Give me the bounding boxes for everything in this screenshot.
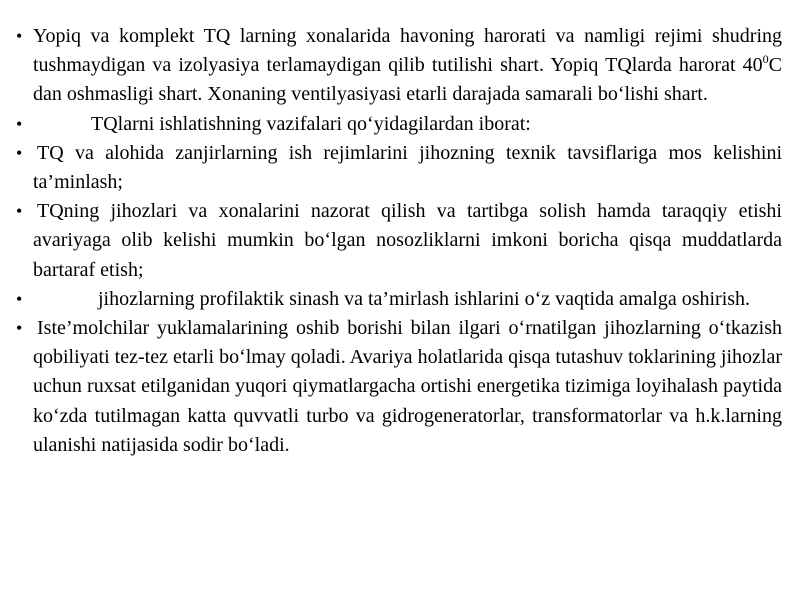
bullet-text-3: TQ va alohida zanjirlarning ish rejimlarini jihozning texnik tavsiflariga mos kelishini ta’minlash;: [33, 141, 782, 194]
bullet-icon: •: [16, 318, 23, 339]
bullet-text-5: jihozlarning profilaktik sinash va ta’mirlash ishlarini o‘z vaqtida amalga oshirish.: [98, 287, 751, 310]
bullet-item-5: [16, 285, 782, 314]
bullet-text-1a: Yopiq va komplekt TQ larning xonalarida havoning harorati va namligi rejimi shudring tushmaydigan va izolyasiya terlamaydigan qilib tutilishi shart. Yopiq TQlarda harorat 40: [33, 25, 782, 77]
bullet-text-2: TQlarni ishlatishning vazifalari qo‘yidagilardan iborat:: [91, 112, 531, 135]
degree-superscript: 0: [762, 51, 769, 66]
bullet-item-6: [16, 314, 782, 460]
bullet-text-6: Iste’molchilar yuklamalarining oshib borishi bilan ilgari o‘rnatilgan jihozlarning o‘tkazish qobiliyati tez-tez etarli bo‘lmay qoladi. Avariya holatlarida qisqa tutashuv toklarining jihozlar uchun ruxsat etilganidan yuqori qiymatlargacha ortishi energetika tizimiga loyihalash paytida ko‘zda tutilmagan katta quvvatli turbo va gidrogeneratorlar, transformatorlar va h.k.larning ulanishi natijasida sodir bo‘ladi.: [33, 317, 782, 456]
bullet-icon: •: [16, 288, 23, 309]
bullet-icon: •: [16, 26, 23, 46]
bullet-item-4: [16, 197, 782, 285]
bullet-text-1b: C dan oshmasligi shart. Xonaning ventilyasiyasi etarli darajada samarali bo‘lishi shart.: [33, 54, 782, 106]
bullet-icon: •: [16, 113, 23, 134]
bullet-text-4: TQning jihozlari va xonalarini nazorat qilish va tartibga solish hamda taraqqiy etishi avariyaga olib kelishi mumkin bo‘lgan nosozliklarni imkoni boricha qisqa muddatlarda bartaraf etish;: [33, 200, 782, 281]
bullet-list: [16, 22, 782, 460]
bullet-item-2: [16, 110, 782, 139]
bullet-icon: •: [16, 142, 23, 163]
bullet-item-1: [16, 22, 782, 110]
bullet-item-3: [16, 139, 782, 197]
bullet-icon: •: [16, 201, 23, 222]
